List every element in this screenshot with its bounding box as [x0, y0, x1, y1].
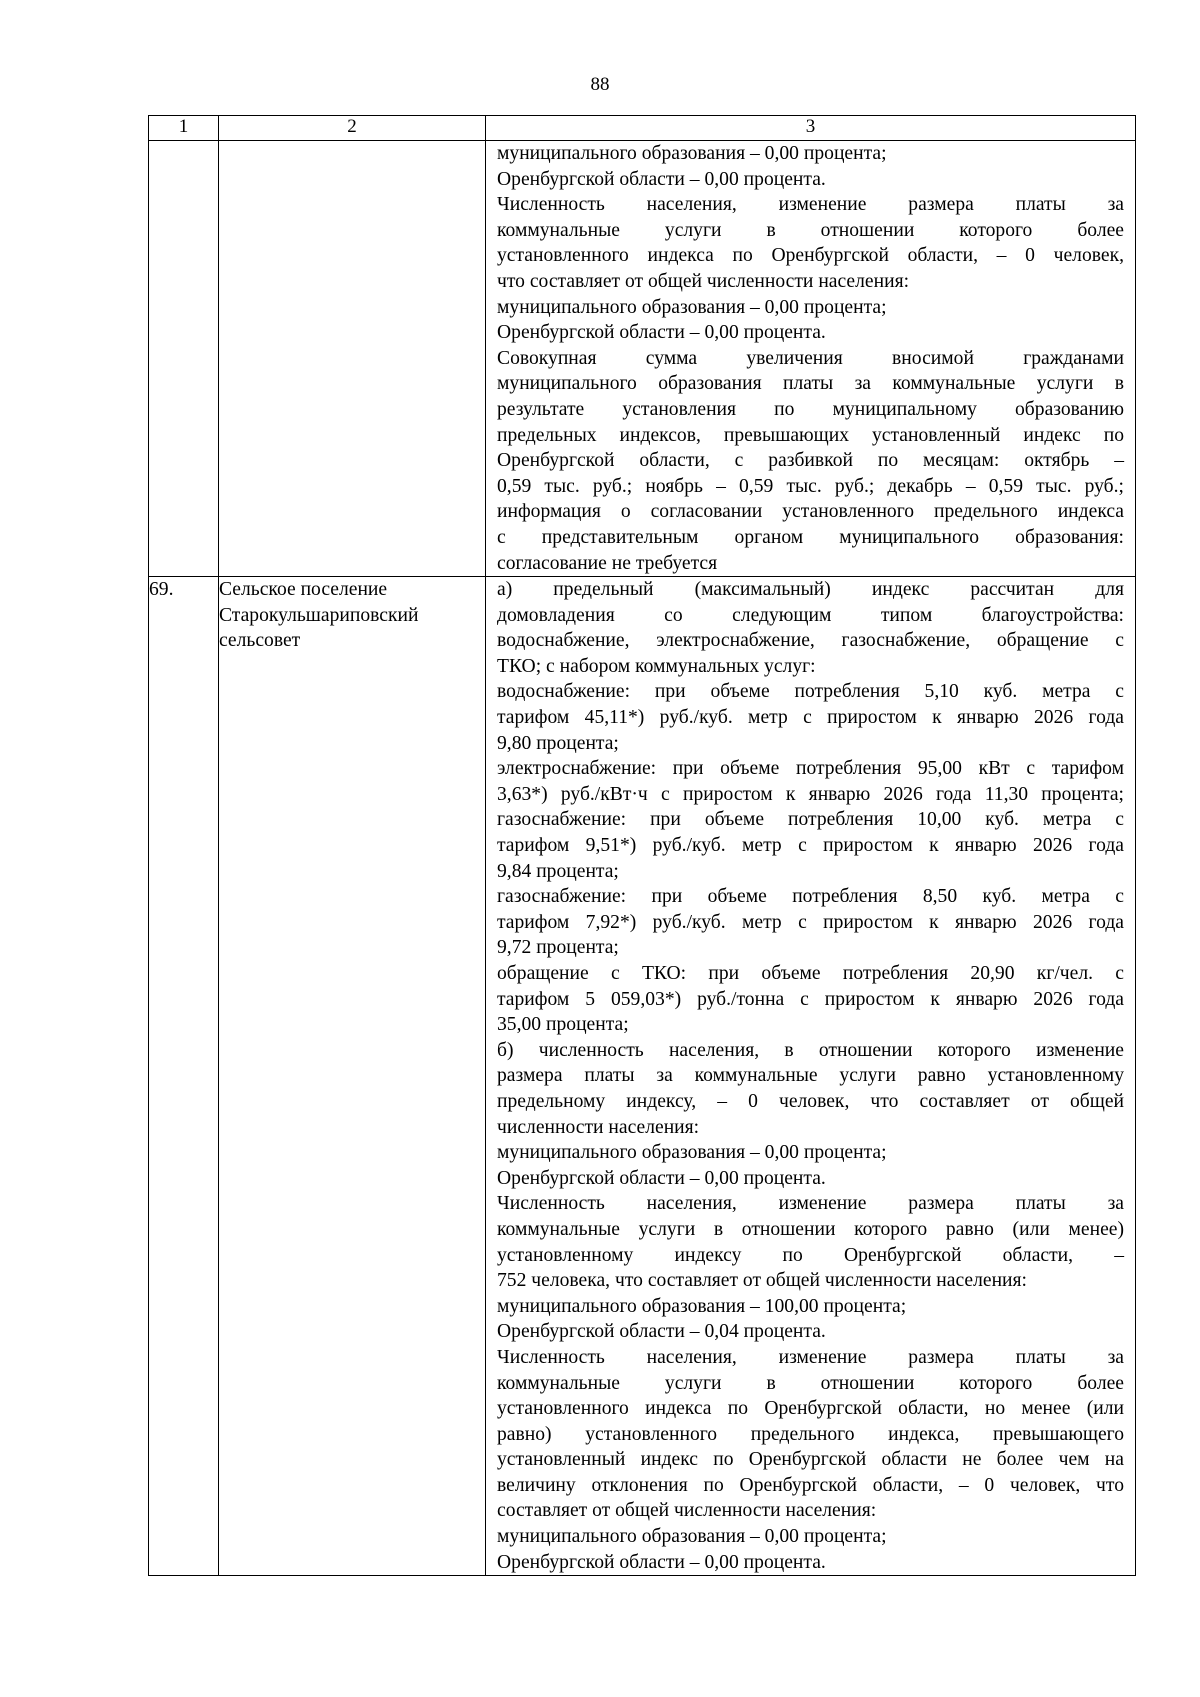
table-row-continued: [149, 141, 1136, 577]
text-line: Численность населения, изменение размера платы за: [497, 1346, 1124, 1368]
text-line: домовладения со следующим типом благоустройства:: [497, 604, 1124, 626]
text-line: с представительным органом муниципального образования:: [497, 526, 1124, 548]
text-line: установленного индекса по Оренбургской области, – 0 человек,: [497, 245, 1124, 267]
text-line: что составляет от общей численности населения:: [497, 270, 910, 292]
text-line: обращение с ТКО: при объеме потребления 20,90 кг/чел. с: [497, 963, 1124, 984]
text-line: 3,63*) руб./кВт·ч с приростом к январю 2026 года 11,30 процента;: [497, 783, 1124, 805]
text-line: Оренбургской области – 0,00 процента.: [497, 322, 826, 344]
header-col-1: 1: [149, 116, 219, 141]
text-line: газоснабжение: при объеме потребления 10,00 куб. метра с: [497, 809, 1124, 831]
table-header-row: [149, 116, 1136, 141]
municipality-name-line-2: Старокульшариповский: [219, 604, 419, 626]
text-line: тарифом 5 059,03*) руб./тонна с приростом к январю 2026 года: [497, 988, 1124, 1010]
details-cell: [486, 141, 1136, 577]
text-line: коммунальные услуги в отношении которого более: [497, 219, 1124, 241]
text-line: муниципального образования – 0,00 процента;: [497, 1526, 887, 1548]
text-line: составляет от общей численности населения:: [497, 1500, 877, 1522]
text-line: результате установления по муниципальному образованию: [497, 398, 1124, 420]
text-line: коммунальные услуги в отношении которого равно (или менее): [497, 1218, 1124, 1240]
details-text: [486, 141, 1135, 576]
text-line: Численность населения, изменение размера платы за: [497, 194, 1124, 216]
row-number-cell: [149, 141, 219, 577]
text-line: 9,84 процента;: [497, 860, 619, 882]
text-line: информация о согласовании установленного предельного индекса: [497, 501, 1124, 523]
text-line: муниципального образования – 0,00 процента;: [497, 143, 887, 164]
page-number: 88: [590, 74, 610, 95]
text-line: установленного индекса по Оренбургской области, но менее (или: [497, 1398, 1124, 1420]
text-line: тарифом 45,11*) руб./куб. метр с приростом к январю 2026 года: [497, 707, 1124, 729]
text-line: 0,59 тыс. руб.; ноябрь – 0,59 тыс. руб.; декабрь – 0,59 тыс. руб.;: [497, 475, 1124, 497]
text-line: Оренбургской области – 0,04 процента.: [497, 1321, 826, 1343]
text-line: муниципального образования – 0,00 процента;: [497, 296, 887, 318]
header-col-2: 2: [219, 116, 486, 141]
text-line: 752 человека, что составляет от общей численности населения:: [497, 1270, 1027, 1292]
text-line: газоснабжение: при объеме потребления 8,50 куб. метра с: [497, 886, 1124, 908]
municipality-name-line-1: Сельское поселение: [219, 579, 388, 601]
text-line: Численность населения, изменение размера платы за: [497, 1193, 1124, 1215]
header-col-3: 3: [486, 116, 1136, 141]
text-line: электроснабжение: при объеме потребления 95,00 кВт с тарифом: [497, 758, 1124, 780]
text-line: а) предельный (максимальный) индекс рассчитан для: [497, 579, 1124, 601]
text-line: предельному индексу, – 0 человек, что составляет от общей: [497, 1090, 1124, 1112]
municipality-cell: [219, 141, 486, 577]
tariff-index-table: [148, 115, 1136, 1576]
text-line: муниципального образования платы за коммунальные услуги в: [497, 373, 1124, 395]
table-row-69: [149, 577, 1136, 1576]
text-line: водоснабжение: при объеме потребления 5,10 куб. метра с: [497, 681, 1124, 703]
text-line: тарифом 7,92*) руб./куб. метр с приростом к январю 2026 года: [497, 911, 1124, 933]
text-line: величину отклонения по Оренбургской области, – 0 человек, что: [497, 1474, 1124, 1496]
municipality-cell: [219, 577, 486, 1576]
text-line: коммунальные услуги в отношении которого более: [497, 1372, 1124, 1394]
text-line: Оренбургской области – 0,00 процента.: [497, 1551, 826, 1573]
details-text: [486, 577, 1135, 1575]
text-line: тарифом 9,51*) руб./куб. метр с приростом к январю 2026 года: [497, 835, 1124, 857]
text-line: численности населения:: [497, 1116, 700, 1138]
text-line: размера платы за коммунальные услуги равно установленному: [497, 1065, 1124, 1087]
details-cell: [486, 577, 1136, 1576]
text-line: 9,80 процента;: [497, 732, 619, 754]
text-line: муниципального образования – 0,00 процента;: [497, 1142, 887, 1164]
text-line: 35,00 процента;: [497, 1014, 629, 1036]
text-line: водоснабжение, электроснабжение, газоснабжение, обращение с: [497, 630, 1124, 652]
text-line: согласование не требуется: [497, 552, 718, 574]
text-line: Оренбургской области, с разбивкой по месяцам: октябрь –: [497, 450, 1124, 472]
text-line: муниципального образования – 100,00 процента;: [497, 1295, 907, 1317]
text-line: Оренбургской области – 0,00 процента.: [497, 1167, 826, 1189]
text-line: равно) установленного предельного индекса, превышающего: [497, 1423, 1124, 1445]
row-number-cell: 69.: [149, 577, 219, 1576]
text-line: установленному индексу по Оренбургской области, –: [497, 1244, 1124, 1266]
text-line: б) численность населения, в отношении которого изменение: [497, 1039, 1124, 1061]
text-line: Оренбургской области – 0,00 процента.: [497, 168, 826, 190]
text-line: Совокупная сумма увеличения вносимой гражданами: [497, 347, 1124, 369]
municipality-name-line-3: сельсовет: [219, 630, 301, 652]
text-line: установленный индекс по Оренбургской области не более чем на: [497, 1449, 1124, 1471]
text-line: ТКО; с набором коммунальных услуг:: [497, 655, 816, 677]
text-line: 9,72 процента;: [497, 937, 619, 959]
text-line: предельных индексов, превышающих установленный индекс по: [497, 424, 1124, 446]
